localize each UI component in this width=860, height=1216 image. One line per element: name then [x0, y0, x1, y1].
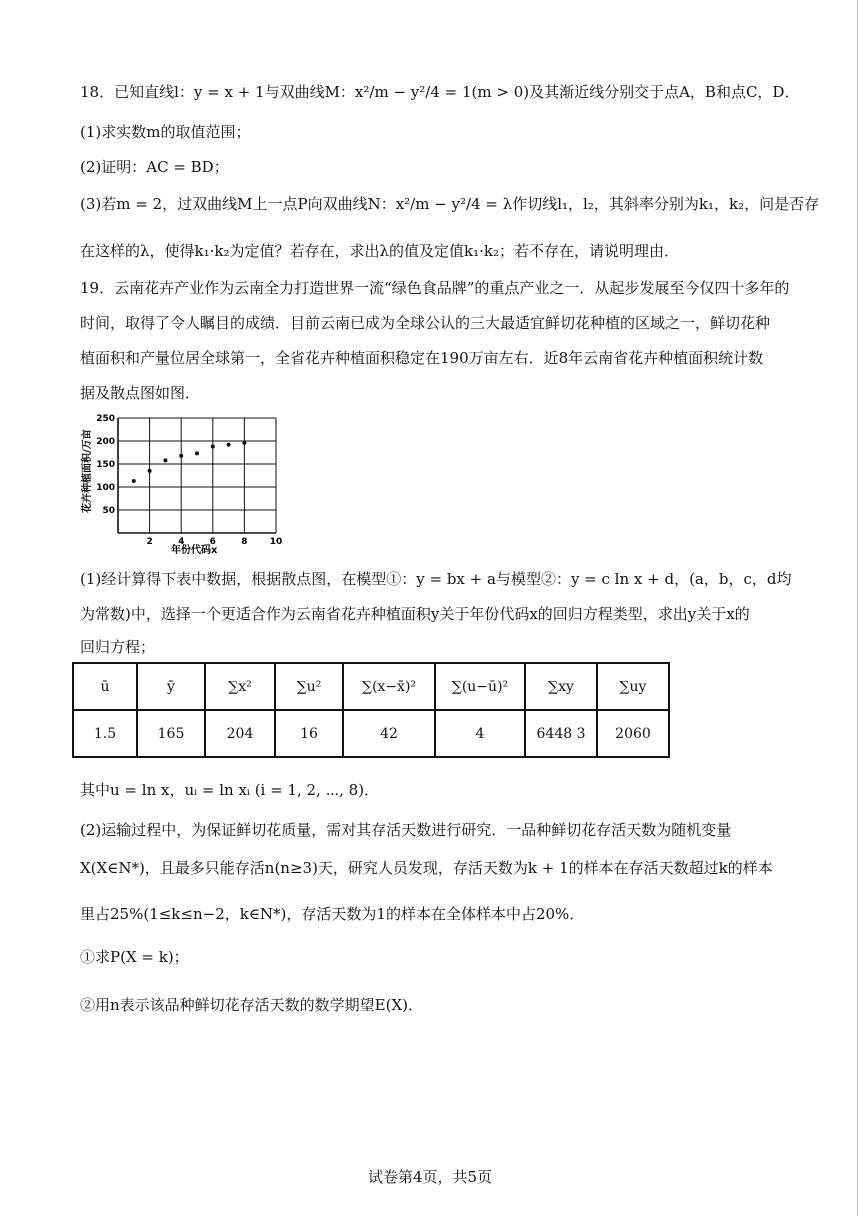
q19-stem-3: 植面积和产量位居全球第一，全省花卉种植面积稳定在190万亩左右．近8年云南省花卉种植面积统计数 — [80, 349, 764, 367]
y-tick-label: 50 — [102, 506, 115, 516]
q19-part2-a: ①求P(X = k)； — [80, 948, 189, 966]
q19-part1-line1: (1)经计算得下表中数据，根据散点图，在模型①：y = bx + a与模型②：y = c ln x + d，(a，b，c，d均 — [80, 570, 792, 588]
x-tick-label: 4 — [178, 537, 185, 547]
data-point — [195, 451, 199, 455]
table-header-cell: ∑(x−x̄)² — [343, 663, 435, 710]
table-cell: 165 — [137, 710, 205, 757]
y-tick-label: 250 — [96, 414, 115, 424]
q19-part2-b: ②用n表示该品种鲜切花存活天数的数学期望E(X)． — [80, 996, 423, 1014]
q19-note: 其中u = ln x，uᵢ = ln xᵢ (i = 1, 2, ⋯, 8)． — [80, 781, 380, 799]
page-edge — [857, 0, 858, 1216]
q18-part3-cont: 在这样的λ，使得k₁·k₂为定值？若存在，求出λ的值及定值k₁·k₂；若不存在，请说明理由． — [80, 242, 679, 260]
table-header-cell: ū — [73, 663, 137, 710]
scatter-chart — [76, 408, 292, 558]
data-point — [148, 469, 152, 473]
y-tick-label: 100 — [96, 483, 115, 493]
table-cell: 4 — [435, 710, 525, 757]
y-axis-label: 花卉种植面积/万亩 — [82, 429, 93, 513]
data-points — [132, 441, 247, 483]
table-cell: 204 — [205, 710, 275, 757]
table-header-cell: ȳ — [137, 663, 205, 710]
x-tick-label: 6 — [209, 537, 216, 547]
data-point — [211, 445, 215, 449]
q19-stem: 19．云南花卉产业作为云南全力打造世界一流“绿色食品牌”的重点产业之一．从起步发展至今仅四十多年的 — [80, 279, 790, 297]
statistics-table — [72, 662, 670, 758]
table-cell: 42 — [343, 710, 435, 757]
y-tick-label: 200 — [96, 437, 115, 447]
page-footer: 试卷第4页，共5页 — [367, 1168, 493, 1186]
table-header-cell: ∑u² — [275, 663, 343, 710]
table-row — [73, 710, 669, 757]
q19-part2-line1: (2)运输过程中，为保证鲜切花质量，需对其存活天数进行研究．一品种鲜切花存活天数为随机变量 — [80, 821, 732, 839]
table-cell: 6448 3 — [525, 710, 597, 757]
table-header-cell: ∑(u−ū)² — [435, 663, 525, 710]
data-point — [132, 479, 136, 483]
chart-grid — [118, 418, 276, 533]
table-header-row — [73, 663, 669, 710]
q18-part2: (2)证明：AC = BD； — [80, 158, 229, 176]
y-tick-label: 150 — [96, 460, 115, 470]
q19-part1-line3: 回归方程； — [80, 638, 156, 656]
data-point — [163, 458, 167, 462]
x-tick-label: 8 — [241, 537, 248, 547]
y-tick-labels — [96, 414, 115, 516]
data-point — [227, 443, 231, 447]
q19-part2-line2: X(X∈N*)，且最多只能存活n(n≥3)天，研究人员发现，存活天数为k + 1的样本在存活天数超过k的样本 — [80, 859, 773, 877]
q18-part1: (1)求实数m的取值范围； — [80, 123, 251, 141]
q19-stem-2: 时间，取得了令人瞩目的成绩．目前云南已成为全球公认的三大最适宜鲜切花种植的区域之一，鲜切花种 — [80, 314, 771, 332]
q19-stem-4: 据及散点图如图． — [80, 384, 201, 402]
table-cell: 16 — [275, 710, 343, 757]
q18-stem: 18．已知直线l：y = x + 1与双曲线M：x²/m − y²/4 = 1(m > 0)及其渐近线分别交于点A，B和点C，D． — [80, 83, 800, 101]
table-header-cell: ∑x² — [205, 663, 275, 710]
data-point — [242, 441, 246, 445]
x-tick-label: 2 — [146, 537, 153, 547]
x-tick-label: 10 — [269, 537, 283, 547]
table-header-cell: ∑xy — [525, 663, 597, 710]
table-cell: 1.5 — [73, 710, 137, 757]
q19-part1-line2: 为常数)中，选择一个更适合作为云南省花卉种植面积y关于年份代码x的回归方程类型，求出y关于x的 — [80, 605, 750, 623]
data-point — [179, 454, 183, 458]
x-axis-label: 年份代码x — [171, 545, 218, 556]
table-header-cell: ∑uy — [597, 663, 669, 710]
table-cell: 2060 — [597, 710, 669, 757]
q18-part3: (3)若m = 2，过双曲线M上一点P向双曲线N：x²/m − y²/4 = λ作切线l₁，l₂，其斜率分别为k₁，k₂，问是否存 — [80, 195, 820, 213]
q19-part2-line3: 里占25%(1≤k≤n−2，k∈N*)，存活天数为1的样本在全体样本中占20%． — [80, 905, 585, 923]
